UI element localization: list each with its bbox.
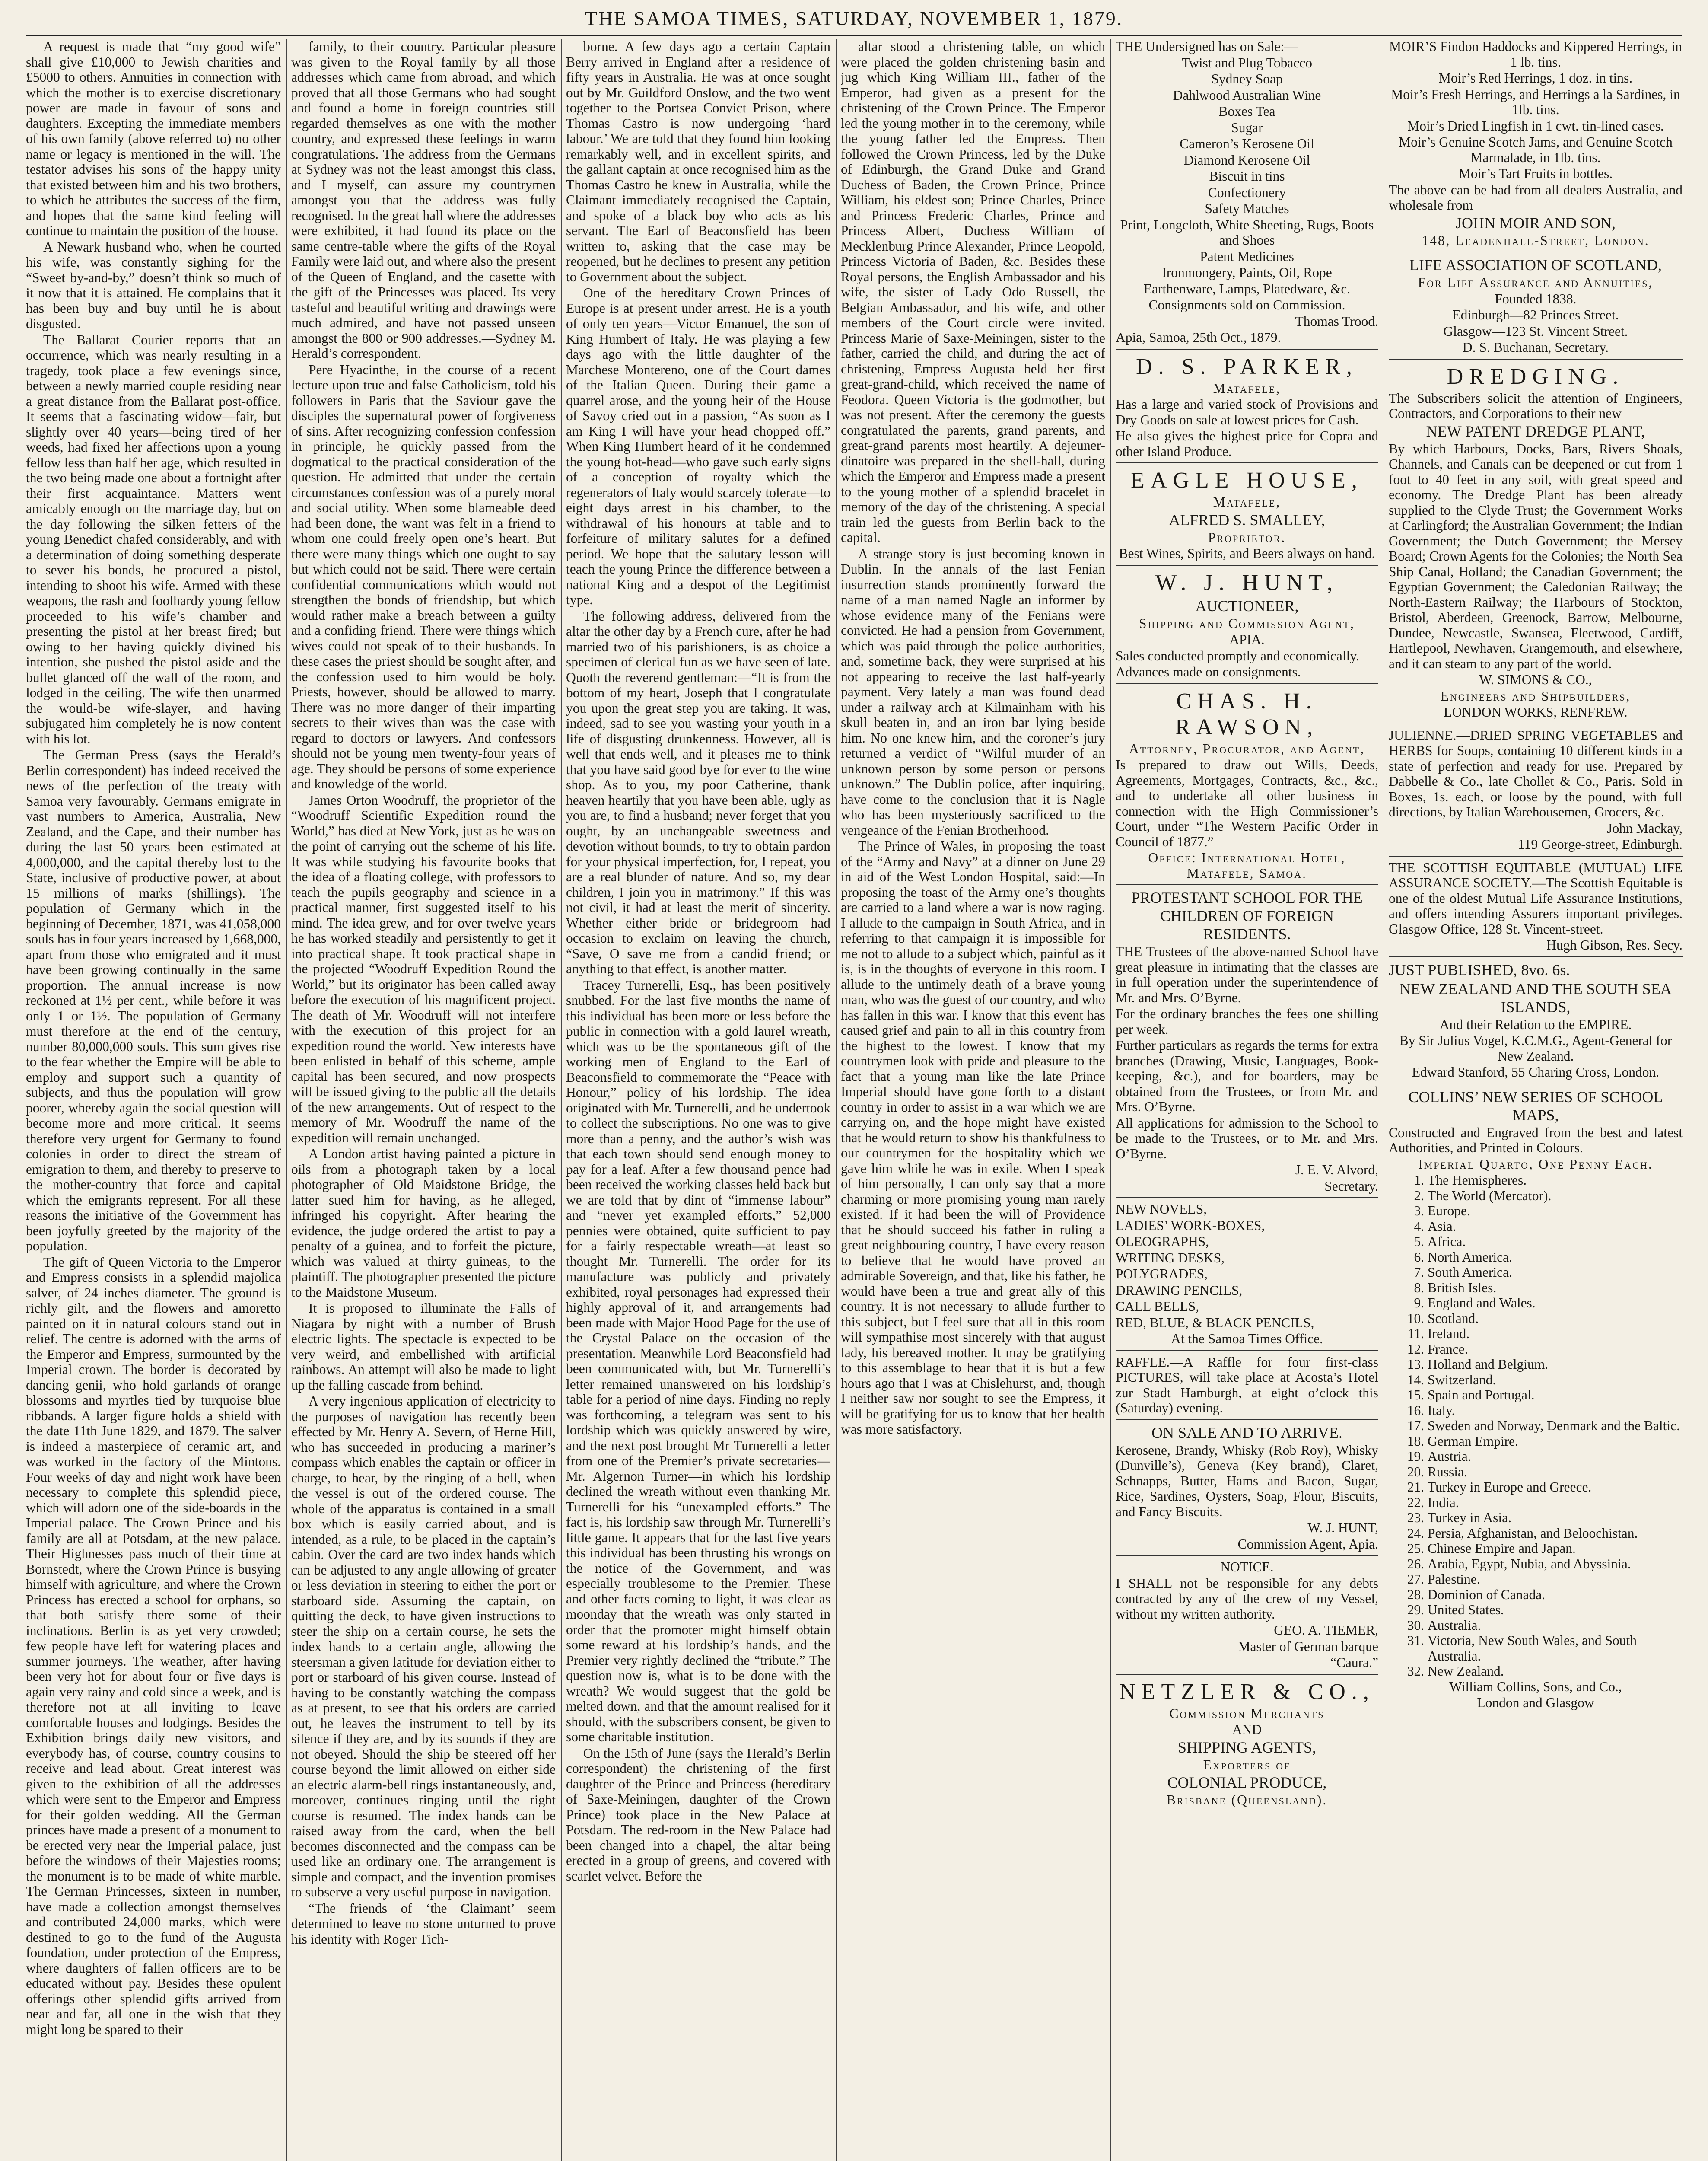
moir-items xyxy=(1389,39,1683,182)
moir-product: Moir’s Dried Lingfish in 1 cwt. tin-lined cases. xyxy=(1407,118,1664,134)
article-paragraph: The German Press (says the Herald’s Berlin correspondent) has indeed received the news of the perfection of the treaty with Samoa very favourably. Germans emigrate in vast numbers to America, Australia, New Zealand, and the Cape, and their number has during the last 50 years been estimated at 4,000,000, and the capital thereby lost to the State, inclusive of productive power, at about 15 millions of marks (shillings). The population of Germany which in the beginning of December, 1871, was 41,058,000 souls has in four years increased by 1,668,000, apart from those who emigrated and it must have been growing continually in the same proportion. The annual increase is now reckoned at 1½ per cent., while before it was only 1 or 1½. The population of Germany must therefore at the end of the century, number 80,000,000 souls. This sum gives rise to the fear whether the Empire will be able to employ and support such a quantity of subjects, and thus the population will grow poorer, whereby again the social question will become more and more critical. It seems therefore very urgent for Germany to found colonies in order to direct the stream of emigration to them, and thereby to preserve to the mother-country that force and capital which the emigrants represent. For all these reasons the initiative of the Government has been joyfully greeted by the majority of the population. xyxy=(26,747,281,1253)
netzler-place: Brisbane (Queensland). xyxy=(1166,1792,1328,1807)
sale-item: Sugar xyxy=(1231,120,1263,135)
school-advert xyxy=(1116,889,1378,1198)
hunt-role: AUCTIONEER, xyxy=(1195,597,1299,615)
school-text3: Further particulars as regards the terms for extra branches (Drawing, Music, Languages, Book-keeping, &c.), and for boarders, may be obtained from the Trustees, or from Mr. and Mrs. O’Byrne. xyxy=(1116,1038,1378,1114)
eagle-place: Matafele, xyxy=(1213,494,1281,510)
map-item: 17. Sweden and Norway, Denmark and the Baltic. xyxy=(1428,1418,1683,1434)
parker-name: D. S. PARKER, xyxy=(1136,354,1358,379)
rawson-name: CHAS. H. RAWSON, xyxy=(1175,688,1319,739)
stationery-item: CALL BELLS, xyxy=(1116,1299,1199,1314)
sale-item: Sydney Soap xyxy=(1211,71,1283,86)
moir-product: Moir’s Genuine Scotch Jams, and Genuine Scotch Marmalade, in 1lb. tins. xyxy=(1399,134,1673,165)
article-paragraph: The following address, delivered from the altar the other day by a French cure, after he had married two of his parishioners, is as choice a specimen of clerical fun as we have seen of late. Quoth the reverend gentleman:—“It is from the bottom of my heart, Joseph that I congratulate you upon the great step you are taking. It was, indeed, sad to see you wasting your youth in a life of disgusting drunkenness. However, all is well that ends well, and it pleases me to think that you have said good bye for ever to the wine shop. As to you, my poor Catherine, thank heaven heartily that you have been able, ugly as you are, to find a husband; never forget that you ought, by an unchangeable sweetness and devotion without bounds, to try to obtain pardon for your physical imperfection, for, I repeat, you are a real blunder of nature. And so, my dear children, I join you in matrimony.” If this was not civil, it had at least the merit of sincerity. Whether either bride or bridegroom had occasion to exclaim on leaving the church, “Save, O save me from a candid friend; or anything to that effect, is another matter. xyxy=(566,608,830,976)
school-heading: PROTESTANT SCHOOL FOR THE CHILDREN OF FOREIGN RESIDENTS. xyxy=(1131,889,1363,943)
notice-heading: NOTICE. xyxy=(1220,1559,1274,1575)
moir-product: MOIR’S Findon Haddocks and Kippered Herrings, in 1 lb. tins. xyxy=(1389,39,1683,70)
moir-advert xyxy=(1389,39,1683,252)
school-sign: J. E. V. Alvord, xyxy=(1295,1162,1378,1177)
dredging-addr: LONDON WORKS, RENFREW. xyxy=(1444,704,1628,720)
map-item: 6. North America. xyxy=(1428,1249,1683,1265)
map-item: 28. Dominion of Canada. xyxy=(1428,1587,1683,1603)
stationery-item: NEW NOVELS, xyxy=(1116,1202,1207,1217)
maps-text: Constructed and Engraved from the best and latest Authorities, and Printed in Colours. xyxy=(1389,1125,1683,1155)
map-item: 30. Australia. xyxy=(1428,1618,1683,1633)
life-founded: Founded 1838. xyxy=(1495,291,1577,306)
moir-name: JOHN MOIR AND SON, xyxy=(1455,214,1616,232)
article-paragraph: altar stood a christening table, on which were placed the golden christening basin and jug which King William III., father of the Emperor, had given as a present for the christening of the Crown Prince. The Emperor led the young mother in to the ceremony, while the young father led the Empress. Then followed the Crown Princess, led by the Duke of Edinburgh, the Grand Duke and Grand Duchess of Baden, the Crown Prince, Prince William, his eldest son; Prince Charles, Prince and Princess Frederic Charles, Prince and Princess Albert, Duchess William of Mecklenburg Prince Alexander, Prince Leopold, Princess Victoria of Baden, &c. Besides these Royal persons, the English Ambassador and his wife, the sister of Lady Odo Russell, the Belgian Ambassador, and his wife, and other members of the Court circle were invited. Princess Marie of Saxe-Meiningen, sister to the father, carried the child, and during the act of christening, Empress Augusta held her first great-grand-child, which received the name of Feodora. Queen Victoria is the godmother, but was not present. After the ceremony the guests congratulated the parents, grand parents, and great-grand parents most heartily. A dejeuner-dinatoire was prepared in the shell-hall, during which the Emperor and Empress made a present to the young mother of a splendid bracelet in memory of the day of the christening. A special train led the guests from Berlin back to the capital. xyxy=(841,39,1105,545)
sale-item: Print, Longcloth, White Sheeting, Rugs, Boots and Shoes xyxy=(1120,217,1374,248)
article-paragraph: family, to their country. Particular pleasure was given to the Royal family by all those addresses which came from abroad, and which proved that all those Germans who had sought and found a home in foreign countries still regarded themselves as one with the mother country, and expressed these feelings in warm congratulations. The address from the Germans at Sydney was not the least amongst this class, and I myself, can assure my countrymen amongst you that the address was fully recognised. In the great hall where the addresses were exhibited, it had found its place on the same centre-table where the gifts of the Royal Family were laid out, and where also the present of the Queen of England, and the casette with the gift of the Princesses was placed. Its very tasteful and beautiful writing and drawings were much admired, and have not passed unseen amongst the 800 or 900 addresses.—Sydney M. Herald’s correspondent. xyxy=(291,39,556,361)
school-text4: All applications for admission to the School to be made to the Trustees, or to Mr. and Mrs. O’Byrne. xyxy=(1116,1115,1378,1161)
divider xyxy=(1116,1674,1378,1675)
sale-item: Cameron’s Kerosene Oil xyxy=(1180,136,1314,151)
sale-item: Patent Medicines xyxy=(1200,249,1294,264)
maps-sub: Imperial Quarto, One Penny Each. xyxy=(1418,1156,1653,1172)
column-2 xyxy=(291,39,556,2161)
arrive-heading: ON SALE AND TO ARRIVE. xyxy=(1151,1424,1342,1441)
school-text: THE Trustees of the above-named School have great pleasure in intimating that the classes are in full operation under the superintendence of Mr. and Mrs. O’Byrne. xyxy=(1116,944,1378,1005)
arrive-role: Commission Agent, Apia. xyxy=(1237,1536,1378,1552)
life-sub: For Life Assurance and Annuities, xyxy=(1418,275,1654,290)
notice-sign: GEO. A. TIEMER, xyxy=(1274,1622,1378,1638)
notice-text: I SHALL not be responsible for any debts contracted by any of the crew of my Vessel, without my written authority. xyxy=(1116,1575,1378,1622)
map-item: 27. Palestine. xyxy=(1428,1571,1683,1587)
map-item: 21. Turkey in Europe and Greece. xyxy=(1428,1479,1683,1495)
divider xyxy=(1116,884,1378,885)
stationery-item: LADIES’ WORK-BOXES, xyxy=(1116,1218,1265,1233)
sale-item: Diamond Kerosene Oil xyxy=(1183,152,1310,168)
eagle-name: EAGLE HOUSE, xyxy=(1131,468,1363,493)
maps-title: COLLINS’ NEW SERIES OF SCHOOL MAPS, xyxy=(1408,1088,1663,1124)
article-paragraph: A request is made that “my good wife” shall give £10,000 to Jewish charities and £5000 to others. Annuities in connection with which the mother is to exercise discretionary power are made in favour of sons and daughters. Excepting the immediate members of his own family (above referred to) no other name or legacy is mentioned in the will. The testator advises his sons of the happy unity that existed between him and his two brothers, to which he attributes the success of the firm, and hopes that the same kind feeling will continue to maintain the position of the house. xyxy=(26,39,281,238)
sale-item: Biscuit in tins xyxy=(1209,169,1285,184)
column-3 xyxy=(566,39,830,2161)
netzler-role2: AND xyxy=(1232,1722,1262,1737)
article-paragraph: The gift of Queen Victoria to the Emperor and Empress consists in a splendid majolica salver, of 24 inches diameter. The ground is richly gilt, and the flowers and amoretto painted on it in natural colours stand out in relief. The centre is adorned with the arms of the Emperor and Empress, surmounted by the Imperial crown. The border is decorated by dancing genii, who hold garlands of orange blossoms and myrtles tied by turquoise blue ribbands. A larger figure holds a shield with the date 11th June 1829, and 1879. The salver is indeed a masterpiece of ceramic art, and was worked in the factory of the Mintons. Four weeks of day and night work have been necessary to complete this splendid piece, which will adorn one of the side-boards in the Imperial palace. The Crown Prince and his family are all at Potsdam, at the new palace. Their Highnesses pass much of their time at Bornstedt, where the Crown Prince is busying himself with agriculture, and where the Crown Princess has erected a school for orphans, so that both satisfy there some of their inclinations. Berlin is as yet very crowded; few people have left for watering places and summer journeys. The weather, after having been very hot for about four or five days is again very rainy and cold since a week, and is therefore not at all inviting to leave comfortable houses and lodgings. Besides the Exhibition brings daily new visitors, and everybody has, of course, country cousins to receive and lead about. Great interest was given to the exhibition of all the addresses which were sent to the Emperor and Empress for their golden wedding. All the German princes have made a present of a monument to be erected very near the Imperial palace, just before the windows of their Majesties rooms; the monument is to be made of white marble. The German Princesses, sixteen in number, have made a collection amongst themselves and contributed 24,000 marks, which were destined to go to the fund of the Augusta foundation, under protection of the Empress, where daughters of fallen officers are to be educated without pay. Besides these opulent offerings other splendid gifts arrived from near and far, all one in the wish that they might long be spared to their xyxy=(26,1254,281,2037)
stationery-item: POLYGRADES, xyxy=(1116,1266,1208,1281)
equitable-text: THE SCOTTISH EQUITABLE (MUTUAL) LIFE ASSURANCE SOCIETY.—The Scottish Equitable is one of the oldest Mutual Life Assurance Institutions, and offers intending Assurers important privileges. Glasgow Office, 128 St. Vincent-street. xyxy=(1389,860,1683,937)
dredging-text: The Subscribers solicit the attention of Engineers, Contractors, and Corporations to their new xyxy=(1389,390,1683,421)
maps-list xyxy=(1389,1173,1683,1679)
hunt-text2: Advances made on consignments. xyxy=(1116,664,1301,679)
map-item: 9. England and Wales. xyxy=(1428,1295,1683,1311)
divider xyxy=(1116,683,1378,684)
julienne-addr: 119 George-street, Edinburgh. xyxy=(1518,837,1683,852)
rawson-text: Is prepared to draw out Wills, Deeds, Agreements, Mortgages, Contracts, &c., &c., and to undertake all other business in connection with the High Commissioner’s Court, under “The Western Pacific Order in Council of 1877.” xyxy=(1116,757,1378,849)
sale-item: Boxes Tea xyxy=(1218,104,1275,119)
map-item: 5. Africa. xyxy=(1428,1234,1683,1249)
school-role: Secretary. xyxy=(1324,1178,1378,1194)
divider xyxy=(1389,856,1683,857)
moir-product: Moir’s Tart Fruits in bottles. xyxy=(1458,166,1613,181)
map-item: 8. British Isles. xyxy=(1428,1280,1683,1296)
sale-item: Ironmongery, Paints, Oil, Rope xyxy=(1162,265,1332,280)
maps-advert xyxy=(1389,1088,1683,1711)
life-name: LIFE ASSOCIATION OF SCOTLAND, xyxy=(1409,256,1662,274)
article-paragraph: Tracey Turnerelli, Esq., has been positively snubbed. For the last five months the name of this individual has been more or less before the public in connection with a gold laurel wreath, which was to be the spontaneous gift of the working men of England to the Earl of Beaconsfield to commemorate the “Peace with Honour,” policy of his lordship. The idea originated with Mr. Turnerelli, and he undertook to collect the subscriptions. No one was to give more than a penny, and the author’s wish was that each town should send enough money to pay for a leaf. After a few thousand pence had been received the working classes held back but we are told that by dint of “immense labour” and “never yet exampled efforts,” 52,000 pennies were obtained, quite sufficient to pay for a fairly respectable wreath—at least so thought Mr. Turnerelli. The order for its manufacture was publicly and privately exhibited, royal personages had expressed their highly approval of it, and arrangements had been made with Major Hood Page for the use of the Crystal Palace on the occasion of the presentation. Meanwhile Lord Beaconsfield had been communicated with, but Mr. Turnerelli’s letter remained unanswered on his lordship’s table for a period of nine days. Finding no reply was forthcoming, a telegram was sent to his lordship which was quickly answered by wire, and the next post brought Mr Turnerelli a letter from one of the Premier’s private secretaries—Mr. Algernon Turner—in which his lordship declined the wreath without even thanking Mr. Turnerelli for his “unexampled efforts.” The fact is, his lordship saw through Mr. Turnerelli’s little game. It appears that for the last five years this individual has been thrusting his wrongs on the notice of the Government, and was especially troublesome to the Premier. These and other facts coming to light, it was clear as moonday that the wreath was only started in order that the promoter might himself obtain some reward at his lordship’s hands, and the Premier very rightly declined the “tribute.” The question now is, what is to be done with the wreath? We would suggest that the gold be melted down, and that the amount realised for it should, with the subscribers consent, be given to some charitable institution. xyxy=(566,977,830,1744)
divider xyxy=(1116,1555,1378,1556)
stationery-item: OLEOGRAPHS, xyxy=(1116,1234,1209,1249)
column-divider xyxy=(836,39,837,2161)
notice-advert xyxy=(1116,1559,1378,1675)
article-paragraph: A Newark husband who, when he courted his wife, was constantly sighing for the “Sweet by-and-by,” doesn’t think so much of it now that it is attained. He complains that it has been buy and buy until he is about disgusted. xyxy=(26,239,281,331)
life-addr2: Glasgow—123 St. Vincent Street. xyxy=(1443,323,1628,339)
article-paragraph: A London artist having painted a picture in oils from a photograph taken by a local photographer of Old Maidstone Bridge, the latter sued him for having, as he alleged, infringed his copyright. After hearing the evidence, the judge ordered the artist to pay a penalty of a guinea, and to forfeit the picture, which was valued at thirty guineas, to the plaintiff. The photographer presented the picture to the Maidstone Museum. xyxy=(291,1146,556,1300)
moir-addr: 148, Leadenhall-Street, London. xyxy=(1422,233,1650,248)
column-divider xyxy=(1110,39,1111,2161)
map-item: 19. Austria. xyxy=(1428,1449,1683,1464)
notice-role: Master of German barque xyxy=(1238,1638,1378,1654)
julienne-text: JULIENNE.—DRIED SPRING VEGETABLES and HERBS for Soups, containing 10 different kinds in a state of perfection and ready for use. Prepared by Dabbelle & Co., late Chollet & Co., Paris. Sold in Boxes, 1s. each, or loose by the pound, with full directions, by Italian Warehousemen, Grocers, &c. xyxy=(1389,727,1683,819)
novels-items xyxy=(1116,1202,1378,1330)
parker-text: Has a large and varied stock of Provisions and Dry Goods on sale at lowest prices for Cash. xyxy=(1116,397,1378,427)
moir-product: Moir’s Fresh Herrings, and Herrings a la Sardines, in 1lb. tins. xyxy=(1391,86,1680,117)
dredging-advert xyxy=(1389,364,1683,724)
netzler-role5: COLONIAL PRODUCE, xyxy=(1167,1774,1327,1791)
column-5-advertisements xyxy=(1116,39,1378,2161)
sale-item: Safety Matches xyxy=(1205,201,1289,216)
divider xyxy=(1116,565,1378,566)
map-item: 29. United States. xyxy=(1428,1602,1683,1618)
article-paragraph: A strange story is just becoming known in Dublin. In the annals of the last Fenian insurrection stands prominently forward the name of a man named Nagle an informer by whose evidence many of the Fenians were convicted. He had a pension from Government, which was paid through the police authorities, and, sometime back, they were surprised at his not appearing to receive the last half-yearly payment. Very lately a man was found dead under a railway arch at Kilmainham with his skull beaten in, and an iron bar lying beside him. No one knew him, and the coroner’s jury returned a verdict of “Wilful murder of an unknown person by some person or persons unknown.” The Dublin police, after inquiring, have come to the conclusion that it is Nagle who has been mysteriously sacrificed to the vengeance of the Fenian Brotherhood. xyxy=(841,546,1105,838)
julienne-sign: John Mackay, xyxy=(1607,820,1683,836)
life-sign: D. S. Buchanan, Secretary. xyxy=(1462,340,1609,355)
julienne-advert xyxy=(1389,728,1683,857)
netzler-role3: SHIPPING AGENTS, xyxy=(1177,1738,1317,1756)
divider xyxy=(1116,1197,1378,1198)
hunt-advert xyxy=(1116,570,1378,684)
map-item: 16. Italy. xyxy=(1428,1403,1683,1418)
published-pub: Edward Stanford, 55 Charing Cross, London. xyxy=(1412,1065,1660,1080)
article-paragraph: One of the hereditary Crown Princes of Europe is at present under arrest. He is a youth of only ten years—Victor Emanuel, the son of King Humbert of Italy. He was playing a few days ago with the little daughter of the Marchese Montereno, one of the Court dames of the Italian Queen. During their game a quarrel arose, and the young heir of the House of Savoy cried out in a passion, “As soon as I am King I will have your head chopped off.” When King Humbert heard of it he condemned the young hot-head—who gave such early signs of a conception of royalty which the regenerators of Italy would scarcely tolerate—to eight days arrest in his chamber, to the withdrawal of his honours at table and to forfeiture of military salutes for a defined period. We hope that the salutary lesson will teach the young Prince the difference between a national King and a despot of the Legitimist type. xyxy=(566,285,830,607)
article-paragraph: borne. A few days ago a certain Captain Berry arrived in England after a residence of fifty years in Australia. He was at once sought out by Mr. Guildford Onslow, and the two went together to the Portsea Convict Prison, where Thomas Castro is now undergoing ‘hard labour.’ We are told that they found him looking remarkably well, and in excellent spirits, and the gallant captain at once recognised him as the Thomas Castro he knew in Australia, while the Claimant immediately recognised the Captain, and spoke of a black boy who acts as his servant. The Earl of Beaconsfield has been written to, asking that the case may be reopened, but he declines to present any petition to Government about the subject. xyxy=(566,39,830,284)
article-paragraph: Pere Hyacinthe, in the course of a recent lecture upon true and false Catholicism, told his followers in Paris that the Saviour gave the disciples the supernatural power of forgiveness of sins. After recognizing confession confession in principle, he quickly passed from the dogmatical to the practical consideration of the question. He admitted that under the certain circumstances confession was of a purely moral and social utility. When some blameable deed had been done, the want was felt in a friend to whom one could freely open one’s heart. But there were many things which one ought to say but which could not be said. There were certain confidential communications which would not strengthen the bonds of friendship, but which would rather make a breach between a guilty and a confiding friend. There were things which wives could not speak of to their husbands. In these cases the priest should be sought after, and the confession used to him would be holy. Priests, however, should be allowed to marry. There was no more danger of their imparting secrets to their wives than was the case with regard to doctors or lawyers. And confessors should not be young men twenty-four years of age. They should be persons of some experience and knowledge of the world. xyxy=(291,362,556,791)
school-text2: For the ordinary branches the fees one shilling per week. xyxy=(1116,1006,1378,1037)
trood-sign: Thomas Trood. xyxy=(1295,313,1378,329)
map-item: 18. German Empire. xyxy=(1428,1434,1683,1449)
published-advert xyxy=(1389,961,1683,1084)
netzler-name: NETZLER & CO., xyxy=(1119,1679,1375,1704)
dredging-sign: W. SIMONS & CO., xyxy=(1479,672,1592,687)
hunt-text: Sales conducted promptly and economically. xyxy=(1116,648,1359,663)
rawson-office: Office: International Hotel, Matafele, Samoa. xyxy=(1148,850,1346,881)
map-item: 4. Asia. xyxy=(1428,1219,1683,1234)
life-addr: Edinburgh—82 Princes Street. xyxy=(1452,307,1619,322)
eagle-advert xyxy=(1116,468,1378,566)
novels-office: At the Samoa Times Office. xyxy=(1170,1331,1323,1346)
sale-item: Confectionery xyxy=(1208,185,1286,200)
eagle-role: Proprietor. xyxy=(1208,529,1286,545)
hunt-place: APIA. xyxy=(1229,632,1265,647)
column-1 xyxy=(26,39,281,2161)
rawson-role: Attorney, Procurator, and Agent, xyxy=(1129,741,1365,756)
map-item: 22. India. xyxy=(1428,1495,1683,1511)
map-item: 23. Turkey in Asia. xyxy=(1428,1510,1683,1526)
article-paragraph: James Orton Woodruff, the proprietor of the “Woodruff Scientific Expedition round the World,” has died at New York, just as he was on the point of carrying out the scheme of his life. It was while studying his favourite books that the idea of a floating college, with professors to teach the pupils geography and science in a practical manner, first suggested itself to his mind. The idea grew, and for over twelve years he has worked steadily and persistently to get it into practical shape. It took practical shape in the projected “Woodruff Expedition Round the World,” but its originator has been called away before the execution of his magnificent project. The death of Mr. Woodruff will not interfere with the execution of this project for an expedition round the world. New interests have been enlisted in behalf of this scheme, ample capital has been secured, and now prospects will be issued giving to the public all the details of the new arrangements. Out of respect to the memory of Mr. Woodruff the name of the expedition will remain unchanged. xyxy=(291,792,556,1145)
article-paragraph: The Prince of Wales, in proposing the toast of the “Army and Navy” at a dinner on June 29 in aid of the West London Hospital, said:—In proposing the toast of the Army one’s thoughts are carried to a land where a war is now raging. I allude to the campaign in South Africa, and in referring to that campaign it is impossible for me not to allude to a subject which, painful as it is, is in the thoughts of everyone in this room. I allude to the untimely death of a brave young man, who was the guest of our country, and who has fallen in this war. I know that this event has caused grief and pain to all in this country from the highest to the lowest. I know that my countrymen look with pride and pleasure to the fact that a young man like the late Prince Imperial should have gone forth to a distant country in order to assist in a war which we are carrying on, and the hope might have existed that he would return to show his thankfulness to our countrymen for the hospitality which we gave him while he was in exile. When I speak of him personally, I can only say that a more charming or more promising young man rarely existed. If it had been the will of Providence that he should succeed his father in ruling a great neighbouring country, I have every reason to believe that he would have proved an admirable Sovereign, and that, like his father, he would have been a true and great ally of this country. It is not necessary to allude further to this subject, but I feel sure that all in this room will sympathise most sincerely with that august lady, his bereaved mother. It may be gratifying to this assemblage to hear that it is but a few hours ago that I was at Chislehurst, and, though I neither saw nor sought to see the Empress, it will be gratifying for us to know that her health was more satisfactory. xyxy=(841,838,1105,1437)
map-item: 2. The World (Mercator). xyxy=(1428,1188,1683,1204)
trood-consign: Consignments sold on Commission. xyxy=(1148,297,1345,312)
sale-item: Earthenware, Lamps, Platedware, &c. xyxy=(1143,281,1351,296)
column-divider xyxy=(286,39,287,2161)
map-item: 1. The Hemispheres. xyxy=(1428,1173,1683,1188)
sale-item: Dahlwood Australian Wine xyxy=(1173,87,1321,103)
arrive-sign: W. J. HUNT, xyxy=(1307,1520,1378,1535)
article-paragraph: It is proposed to illuminate the Falls of Niagara by night with a number of Brush electric lights. The spectacle is expected to be very weird, and embellished with artificial rainbows. An attempt will also be made to light up the falling cascade from behind. xyxy=(291,1300,556,1393)
article-paragraph: A very ingenious application of electricity to the purposes of navigation has recently been effected by Mr. Henry A. Severn, of Herne Hill, who has succeeded in producing a mariner’s compass which enables the captain or officer in charge, to hear, by the ringing of a bell, when the vessel is out of the ordered course. The whole of the apparatus is contained in a small box which is easily carried about, and is intended, as a rule, to be placed in the captain’s cabin. Over the card are two index hands which can be adjusted to any angle allowing of greater or less deviation in steering to either the port or starboard side. Assuming the captain, on quitting the deck, to have given instructions to steer the ship on a certain course, he sets the index hands to a certain angle, allowing the steersman a given latitude for deviation either to port or starboard of his given course. Instead of having to be constantly watching the compass as at present, to see that his orders are carried out, he leaves the instrument to tell by its silence if they are, and by its sounds if they are not obeyed. Should the ship be steered off her course beyond the limit allowed on either side an electric alarm-bell rings instantaneously, and, moreover, continues ringing until the right course is resumed. The index hands can be raised away from the card, when the bell becomes disconnected and the compass can be used like an ordinary one. The arrangement is simple and compact, and the invention promises to subserve a very useful purpose in navigation. xyxy=(291,1393,556,1900)
eagle-text: Best Wines, Spirits, and Beers always on hand. xyxy=(1119,546,1375,561)
parker-place: Matafele, xyxy=(1213,380,1281,396)
article-paragraph: On the 15th of June (says the Herald’s Berlin correspondent) the christening of the first daughter of the Prince and Princess (hereditary of Saxe-Meiningen, daughter of the Crown Prince) took place in the New Palace at Potsdam. The red-room in the New Palace had been changed into a chapel, the altar being erected in a group of greens, and covered with scarlet velvet. Before the xyxy=(566,1745,830,1884)
stationery-item: DRAWING PENCILS, xyxy=(1116,1282,1243,1298)
map-item: 31. Victoria, New South Wales, and South Australia. xyxy=(1428,1633,1683,1664)
map-item: 32. New Zealand. xyxy=(1428,1664,1683,1679)
map-item: 12. France. xyxy=(1428,1342,1683,1357)
netzler-role4: Exporters of xyxy=(1203,1757,1291,1772)
novels-advert xyxy=(1116,1202,1378,1351)
arrive-text: Kerosene, Brandy, Whisky (Rob Roy), Whisky (Dunville’s), Geneva (Key brand), Claret, Schnapps, Butter, Hams and Bacon, Sugar, Rice, Sardines, Oysters, Soap, Flour, Biscuits, and Fancy Biscuits. xyxy=(1116,1442,1378,1519)
divider xyxy=(1389,359,1683,360)
raffle-advert xyxy=(1116,1355,1378,1420)
raffle-text: RAFFLE.—A Raffle for four first-class PICTURES, will take place at Acosta’s Hotel zur Stadt Hamburgh, at eight o’clock this (Saturday) evening. xyxy=(1116,1354,1378,1415)
trood-date: Apia, Samoa, 25th Oct., 1879. xyxy=(1116,330,1281,345)
map-item: 24. Persia, Afghanistan, and Beloochistan. xyxy=(1428,1526,1683,1541)
trood-items xyxy=(1116,55,1378,297)
life-advert xyxy=(1389,256,1683,360)
moir-product: Moir’s Red Herrings, 1 doz. in tins. xyxy=(1438,70,1633,86)
map-item: 20. Russia. xyxy=(1428,1464,1683,1480)
map-item: 11. Ireland. xyxy=(1428,1326,1683,1342)
equitable-sign: Hugh Gibson, Res. Secy. xyxy=(1546,937,1683,953)
hunt-name: W. J. HUNT, xyxy=(1155,570,1339,595)
map-item: 3. Europe. xyxy=(1428,1203,1683,1219)
netzler-advert xyxy=(1116,1679,1378,1808)
dredging-plant: NEW PATENT DREDGE PLANT, xyxy=(1426,422,1645,440)
map-item: 15. Spain and Portugal. xyxy=(1428,1387,1683,1403)
map-item: 13. Holland and Belgium. xyxy=(1428,1357,1683,1372)
divider xyxy=(1389,956,1683,957)
column-6-advertisements xyxy=(1389,39,1683,2161)
dredging-name: DREDGING. xyxy=(1447,364,1625,389)
article-paragraph: “The friends of ‘the Claimant’ seem determined to leave no stone unturned to prove his identity with Roger Tich- xyxy=(291,1900,556,1947)
trood-heading: THE Undersigned has on Sale:— xyxy=(1116,39,1298,54)
parker-text2: He also gives the highest price for Copra and other Island Produce. xyxy=(1116,428,1378,459)
map-item: 7. South America. xyxy=(1428,1265,1683,1280)
stationery-item: WRITING DESKS, xyxy=(1116,1250,1225,1265)
rawson-advert xyxy=(1116,688,1378,886)
moir-text: The above can be had from all dealers Australia, and wholesale from xyxy=(1389,182,1683,213)
trood-advert xyxy=(1116,39,1378,350)
dredging-role: Engineers and Shipbuilders, xyxy=(1440,688,1631,704)
masthead-rule xyxy=(26,35,1682,36)
map-item: 25. Chinese Empire and Japan. xyxy=(1428,1541,1683,1556)
published-sub: And their Relation to the EMPIRE. xyxy=(1439,1017,1632,1032)
eagle-owner: ALFRED S. SMALLEY, xyxy=(1169,511,1325,529)
divider xyxy=(1116,349,1378,350)
arrive-advert xyxy=(1116,1424,1378,1556)
column-divider xyxy=(561,39,562,2161)
equitable-advert xyxy=(1389,860,1683,957)
netzler-role: Commission Merchants xyxy=(1169,1705,1325,1721)
article-paragraph: The Ballarat Courier reports that an occurrence, which was nearly resulting in a tragedy, took place a few evenings since, between a newly married couple residing near a great distance from the Ballarat post-office. It seems that a fascinating widow—fair, but slightly over 40 years—being tired of her weeds, had fixed her affections upon a young fellow less than half her age, which resulted in the two being made one about a fortnight after their first acquaintance. Matters went amicably enough on the marriage day, but on the day following the silken fetters of the young Benedict chafed considerably, and with a determination of doing something desperate to sever his bonds, he procured a pistol, intending to shoot his wife. Armed with these weapons, the rash and foolhardy young fellow proceeded to his wife’s chamber and presenting the pistol at her breast fired; but owing to her having quickly divined his intention, she pushed the pistol aside and the bullet glanced off the wall of the room, and lodged in the ceiling. The wife then unarmed the would-be wife-slayer, and having subjugated him completely he is now content with his lot. xyxy=(26,332,281,746)
published-title: NEW ZEALAND AND THE SOUTH SEA ISLANDS, xyxy=(1399,980,1672,1016)
published-author: By Sir Julius Vogel, K.C.M.G., Agent-General for New Zealand. xyxy=(1399,1033,1672,1064)
divider xyxy=(1116,1419,1378,1420)
divider xyxy=(1116,462,1378,463)
map-item: 10. Scotland. xyxy=(1428,1311,1683,1326)
masthead: THE SAMOA TIMES, SATURDAY, NOVEMBER 1, 1879. xyxy=(585,7,1123,29)
divider xyxy=(1116,1350,1378,1351)
maps-addr: London and Glasgow xyxy=(1477,1695,1594,1710)
column-4 xyxy=(841,39,1105,2161)
published-text: JUST PUBLISHED, 8vo. 6s. xyxy=(1389,961,1570,979)
dredging-text2: By which Harbours, Docks, Bars, Rivers Shoals, Channels, and Canals can be deepened or cut from 1 foot to 40 feet in any soil, with great speed and economy. The Dredge Plant has been already supplied to the Clyde Trust; the Government Works at Carlingford; the Australian Government; the Indian Government; the Dutch Government; the Mersey Board; Crown Agents for the Colonies; the North Sea Ship Canal, Holland; the Canadian Government; the Egyptian Government; the Caledonian Railway; the North-Eastern Railway; the Harbours of Stockton, Bristol, Aberdeen, Greenock, Barrow, Melbourne, Dundee, Newcastle, Swansea, Fleetwood, Cardiff, Hartlepool, Newhaven, Grangemouth, and elsewhere, and it can steam to any part of the world. xyxy=(1389,441,1683,671)
notice-ship: “Caura.” xyxy=(1330,1655,1378,1670)
maps-sign: William Collins, Sons, and Co., xyxy=(1449,1679,1622,1694)
stationery-item: RED, BLUE, & BLACK PENCILS, xyxy=(1116,1315,1314,1330)
parker-advert xyxy=(1116,354,1378,464)
sale-item: Twist and Plug Tobacco xyxy=(1181,55,1313,70)
hunt-role2: Shipping and Commission Agent, xyxy=(1139,615,1355,631)
map-item: 26. Arabia, Egypt, Nubia, and Abyssinia. xyxy=(1428,1556,1683,1572)
map-item: 14. Switzerland. xyxy=(1428,1372,1683,1388)
